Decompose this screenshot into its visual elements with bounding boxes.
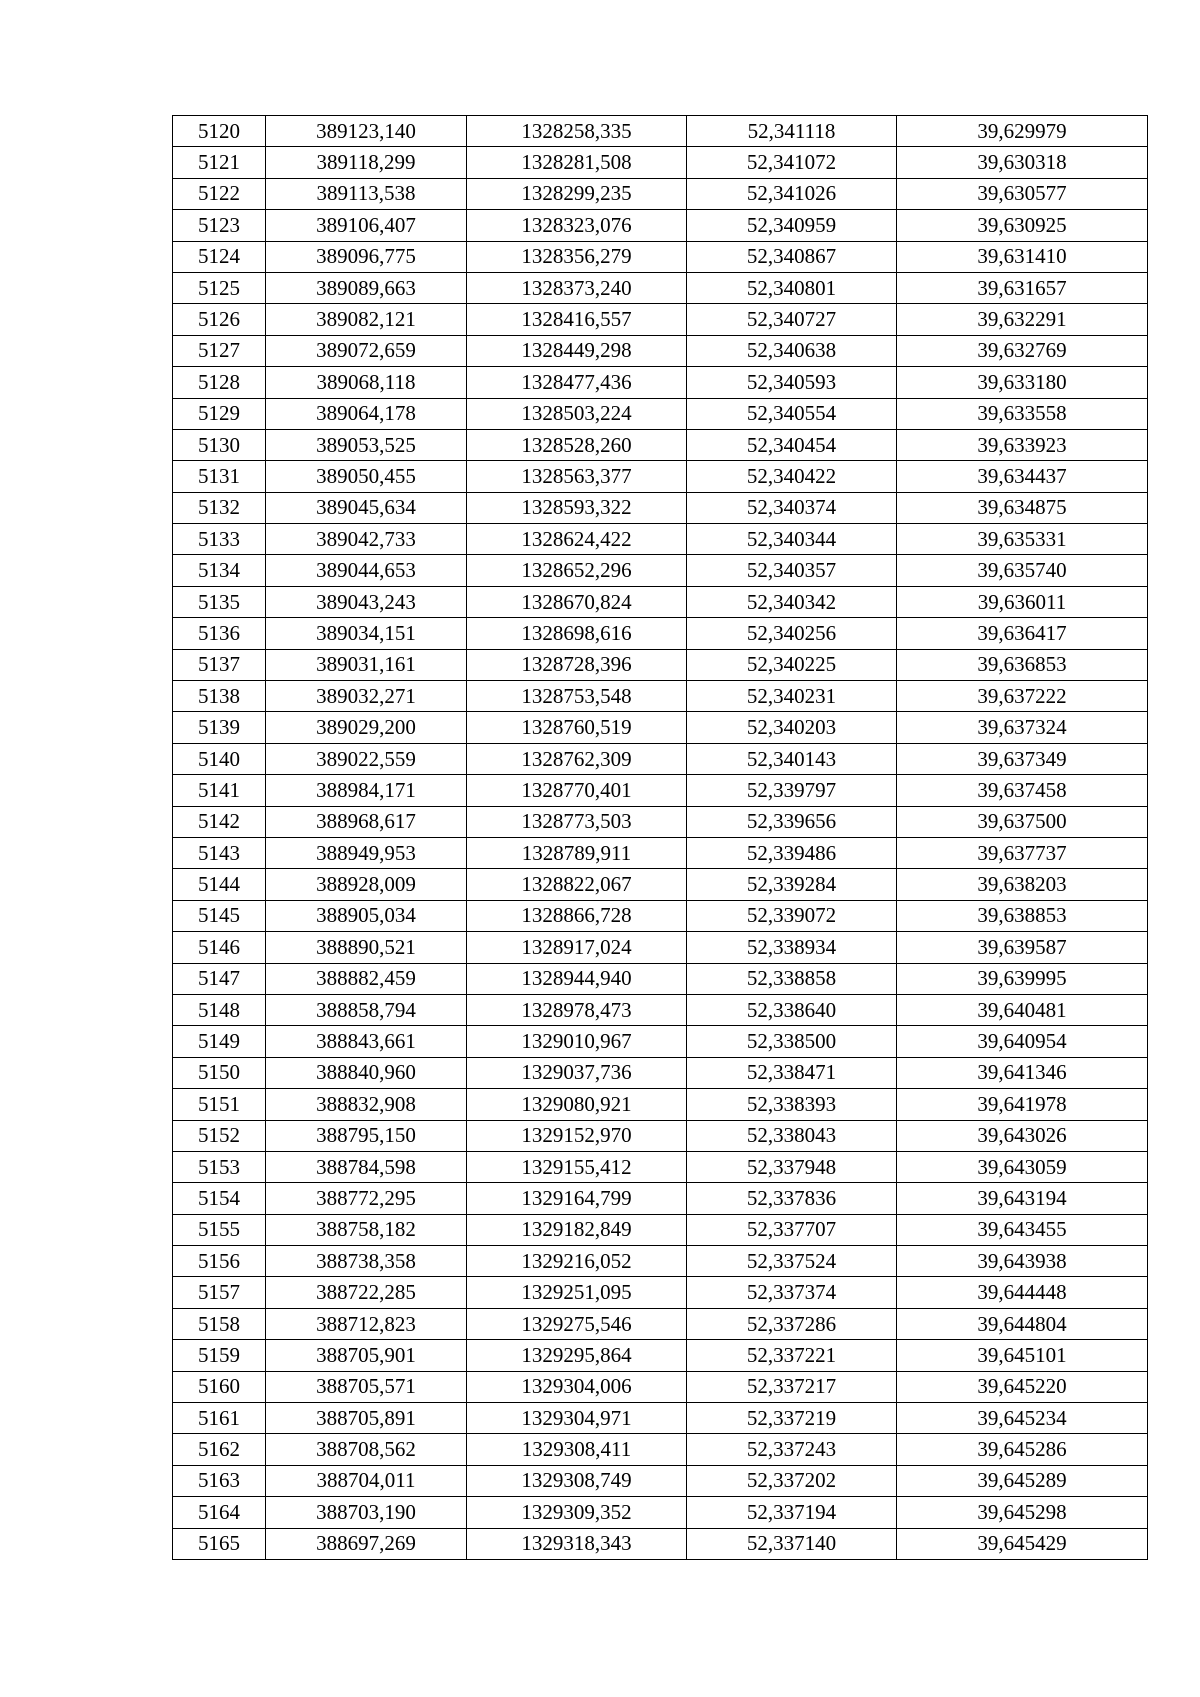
longitude-cell: 39,643194	[897, 1183, 1148, 1214]
coordinates-table-body	[173, 116, 1148, 1560]
longitude-cell: 39,643059	[897, 1151, 1148, 1182]
longitude-cell: 39,635331	[897, 524, 1148, 555]
longitude-cell: 39,643938	[897, 1246, 1148, 1277]
point-number-cell: 5149	[173, 1026, 266, 1057]
longitude-cell: 39,640954	[897, 1026, 1148, 1057]
longitude-cell: 39,633180	[897, 367, 1148, 398]
y-coordinate-cell: 1329080,921	[467, 1089, 687, 1120]
latitude-cell: 52,337219	[687, 1403, 897, 1434]
table-row	[173, 649, 1148, 680]
x-coordinate-cell: 388882,459	[266, 963, 467, 994]
y-coordinate-cell: 1329182,849	[467, 1214, 687, 1245]
table-row	[173, 994, 1148, 1025]
table-row	[173, 461, 1148, 492]
table-row	[173, 806, 1148, 837]
y-coordinate-cell: 1328416,557	[467, 304, 687, 335]
y-coordinate-cell: 1328356,279	[467, 241, 687, 272]
latitude-cell: 52,340256	[687, 618, 897, 649]
longitude-cell: 39,637500	[897, 806, 1148, 837]
table-row	[173, 869, 1148, 900]
point-number-cell: 5143	[173, 837, 266, 868]
table-row	[173, 1120, 1148, 1151]
point-number-cell: 5131	[173, 461, 266, 492]
x-coordinate-cell: 388772,295	[266, 1183, 467, 1214]
latitude-cell: 52,338500	[687, 1026, 897, 1057]
x-coordinate-cell: 389096,775	[266, 241, 467, 272]
x-coordinate-cell: 388705,891	[266, 1403, 467, 1434]
x-coordinate-cell: 389068,118	[266, 367, 467, 398]
point-number-cell: 5128	[173, 367, 266, 398]
longitude-cell: 39,639995	[897, 963, 1148, 994]
latitude-cell: 52,341026	[687, 178, 897, 209]
y-coordinate-cell: 1328299,235	[467, 178, 687, 209]
x-coordinate-cell: 388832,908	[266, 1089, 467, 1120]
longitude-cell: 39,641346	[897, 1057, 1148, 1088]
latitude-cell: 52,337374	[687, 1277, 897, 1308]
y-coordinate-cell: 1329304,971	[467, 1403, 687, 1434]
y-coordinate-cell: 1329295,864	[467, 1340, 687, 1371]
x-coordinate-cell: 389022,559	[266, 743, 467, 774]
longitude-cell: 39,645298	[897, 1497, 1148, 1528]
latitude-cell: 52,340225	[687, 649, 897, 680]
longitude-cell: 39,630925	[897, 210, 1148, 241]
point-number-cell: 5120	[173, 116, 266, 147]
table-row	[173, 1246, 1148, 1277]
x-coordinate-cell: 389082,121	[266, 304, 467, 335]
longitude-cell: 39,644804	[897, 1308, 1148, 1339]
latitude-cell: 52,341118	[687, 116, 897, 147]
y-coordinate-cell: 1328323,076	[467, 210, 687, 241]
latitude-cell: 52,337948	[687, 1151, 897, 1182]
y-coordinate-cell: 1329275,546	[467, 1308, 687, 1339]
point-number-cell: 5136	[173, 618, 266, 649]
point-number-cell: 5153	[173, 1151, 266, 1182]
longitude-cell: 39,645101	[897, 1340, 1148, 1371]
table-row	[173, 304, 1148, 335]
point-number-cell: 5151	[173, 1089, 266, 1120]
coordinates-table	[172, 115, 1148, 1560]
x-coordinate-cell: 388703,190	[266, 1497, 467, 1528]
x-coordinate-cell: 389053,525	[266, 429, 467, 460]
x-coordinate-cell: 389118,299	[266, 147, 467, 178]
point-number-cell: 5155	[173, 1214, 266, 1245]
y-coordinate-cell: 1328503,224	[467, 398, 687, 429]
point-number-cell: 5127	[173, 335, 266, 366]
latitude-cell: 52,338471	[687, 1057, 897, 1088]
longitude-cell: 39,630318	[897, 147, 1148, 178]
y-coordinate-cell: 1329216,052	[467, 1246, 687, 1277]
latitude-cell: 52,337243	[687, 1434, 897, 1465]
table-row	[173, 681, 1148, 712]
y-coordinate-cell: 1329304,006	[467, 1371, 687, 1402]
x-coordinate-cell: 388984,171	[266, 775, 467, 806]
x-coordinate-cell: 389064,178	[266, 398, 467, 429]
y-coordinate-cell: 1328593,322	[467, 492, 687, 523]
latitude-cell: 52,340554	[687, 398, 897, 429]
x-coordinate-cell: 389031,161	[266, 649, 467, 680]
x-coordinate-cell: 388708,562	[266, 1434, 467, 1465]
table-row	[173, 1089, 1148, 1120]
y-coordinate-cell: 1328762,309	[467, 743, 687, 774]
y-coordinate-cell: 1328670,824	[467, 586, 687, 617]
latitude-cell: 52,340454	[687, 429, 897, 460]
table-row	[173, 1465, 1148, 1496]
y-coordinate-cell: 1328528,260	[467, 429, 687, 460]
table-row	[173, 712, 1148, 743]
x-coordinate-cell: 389042,733	[266, 524, 467, 555]
latitude-cell: 52,339797	[687, 775, 897, 806]
latitude-cell: 52,337707	[687, 1214, 897, 1245]
point-number-cell: 5140	[173, 743, 266, 774]
x-coordinate-cell: 389044,653	[266, 555, 467, 586]
longitude-cell: 39,633923	[897, 429, 1148, 460]
y-coordinate-cell: 1329308,411	[467, 1434, 687, 1465]
longitude-cell: 39,641978	[897, 1089, 1148, 1120]
point-number-cell: 5124	[173, 241, 266, 272]
x-coordinate-cell: 388722,285	[266, 1277, 467, 1308]
table-row	[173, 775, 1148, 806]
y-coordinate-cell: 1328281,508	[467, 147, 687, 178]
latitude-cell: 52,340593	[687, 367, 897, 398]
point-number-cell: 5164	[173, 1497, 266, 1528]
latitude-cell: 52,340422	[687, 461, 897, 492]
latitude-cell: 52,340867	[687, 241, 897, 272]
y-coordinate-cell: 1329309,352	[467, 1497, 687, 1528]
point-number-cell: 5121	[173, 147, 266, 178]
x-coordinate-cell: 389043,243	[266, 586, 467, 617]
point-number-cell: 5150	[173, 1057, 266, 1088]
latitude-cell: 52,337524	[687, 1246, 897, 1277]
point-number-cell: 5161	[173, 1403, 266, 1434]
table-row	[173, 1371, 1148, 1402]
x-coordinate-cell: 389113,538	[266, 178, 467, 209]
y-coordinate-cell: 1329318,343	[467, 1528, 687, 1559]
x-coordinate-cell: 389072,659	[266, 335, 467, 366]
point-number-cell: 5139	[173, 712, 266, 743]
point-number-cell: 5158	[173, 1308, 266, 1339]
y-coordinate-cell: 1328449,298	[467, 335, 687, 366]
x-coordinate-cell: 388704,011	[266, 1465, 467, 1496]
latitude-cell: 52,340801	[687, 272, 897, 303]
table-row	[173, 1340, 1148, 1371]
longitude-cell: 39,634437	[897, 461, 1148, 492]
latitude-cell: 52,340342	[687, 586, 897, 617]
longitude-cell: 39,637349	[897, 743, 1148, 774]
table-row	[173, 524, 1148, 555]
y-coordinate-cell: 1328728,396	[467, 649, 687, 680]
longitude-cell: 39,636011	[897, 586, 1148, 617]
longitude-cell: 39,637737	[897, 837, 1148, 868]
y-coordinate-cell: 1328866,728	[467, 900, 687, 931]
longitude-cell: 39,643026	[897, 1120, 1148, 1151]
y-coordinate-cell: 1328373,240	[467, 272, 687, 303]
latitude-cell: 52,337836	[687, 1183, 897, 1214]
longitude-cell: 39,633558	[897, 398, 1148, 429]
latitude-cell: 52,338858	[687, 963, 897, 994]
table-row	[173, 1183, 1148, 1214]
x-coordinate-cell: 389050,455	[266, 461, 467, 492]
point-number-cell: 5133	[173, 524, 266, 555]
point-number-cell: 5159	[173, 1340, 266, 1371]
x-coordinate-cell: 389045,634	[266, 492, 467, 523]
latitude-cell: 52,340344	[687, 524, 897, 555]
latitude-cell: 52,337217	[687, 1371, 897, 1402]
x-coordinate-cell: 388705,571	[266, 1371, 467, 1402]
y-coordinate-cell: 1328624,422	[467, 524, 687, 555]
x-coordinate-cell: 388949,953	[266, 837, 467, 868]
latitude-cell: 52,337202	[687, 1465, 897, 1496]
x-coordinate-cell: 388758,182	[266, 1214, 467, 1245]
table-row	[173, 1151, 1148, 1182]
longitude-cell: 39,634875	[897, 492, 1148, 523]
table-row	[173, 1497, 1148, 1528]
y-coordinate-cell: 1328944,940	[467, 963, 687, 994]
point-number-cell: 5138	[173, 681, 266, 712]
y-coordinate-cell: 1328477,436	[467, 367, 687, 398]
point-number-cell: 5132	[173, 492, 266, 523]
table-row	[173, 555, 1148, 586]
y-coordinate-cell: 1328258,335	[467, 116, 687, 147]
x-coordinate-cell: 388705,901	[266, 1340, 467, 1371]
table-row	[173, 1434, 1148, 1465]
table-row	[173, 1528, 1148, 1559]
point-number-cell: 5146	[173, 932, 266, 963]
table-row	[173, 932, 1148, 963]
table-row	[173, 1308, 1148, 1339]
table-row	[173, 398, 1148, 429]
x-coordinate-cell: 388843,661	[266, 1026, 467, 1057]
latitude-cell: 52,340143	[687, 743, 897, 774]
latitude-cell: 52,337194	[687, 1497, 897, 1528]
x-coordinate-cell: 388784,598	[266, 1151, 467, 1182]
y-coordinate-cell: 1329152,970	[467, 1120, 687, 1151]
point-number-cell: 5122	[173, 178, 266, 209]
latitude-cell: 52,338640	[687, 994, 897, 1025]
longitude-cell: 39,645220	[897, 1371, 1148, 1402]
point-number-cell: 5157	[173, 1277, 266, 1308]
longitude-cell: 39,644448	[897, 1277, 1148, 1308]
point-number-cell: 5152	[173, 1120, 266, 1151]
point-number-cell: 5125	[173, 272, 266, 303]
longitude-cell: 39,637222	[897, 681, 1148, 712]
longitude-cell: 39,645429	[897, 1528, 1148, 1559]
point-number-cell: 5154	[173, 1183, 266, 1214]
longitude-cell: 39,638203	[897, 869, 1148, 900]
x-coordinate-cell: 388890,521	[266, 932, 467, 963]
longitude-cell: 39,630577	[897, 178, 1148, 209]
y-coordinate-cell: 1328753,548	[467, 681, 687, 712]
table-row	[173, 618, 1148, 649]
x-coordinate-cell: 389029,200	[266, 712, 467, 743]
longitude-cell: 39,638853	[897, 900, 1148, 931]
y-coordinate-cell: 1328789,911	[467, 837, 687, 868]
table-row	[173, 367, 1148, 398]
table-row	[173, 210, 1148, 241]
x-coordinate-cell: 389034,151	[266, 618, 467, 649]
point-number-cell: 5134	[173, 555, 266, 586]
x-coordinate-cell: 388795,150	[266, 1120, 467, 1151]
latitude-cell: 52,337140	[687, 1528, 897, 1559]
table-row	[173, 1057, 1148, 1088]
latitude-cell: 52,339284	[687, 869, 897, 900]
point-number-cell: 5148	[173, 994, 266, 1025]
x-coordinate-cell: 388697,269	[266, 1528, 467, 1559]
latitude-cell: 52,340959	[687, 210, 897, 241]
point-number-cell: 5160	[173, 1371, 266, 1402]
y-coordinate-cell: 1329164,799	[467, 1183, 687, 1214]
longitude-cell: 39,636853	[897, 649, 1148, 680]
latitude-cell: 52,340638	[687, 335, 897, 366]
latitude-cell: 52,341072	[687, 147, 897, 178]
y-coordinate-cell: 1328978,473	[467, 994, 687, 1025]
y-coordinate-cell: 1329010,967	[467, 1026, 687, 1057]
x-coordinate-cell: 389089,663	[266, 272, 467, 303]
y-coordinate-cell: 1329037,736	[467, 1057, 687, 1088]
longitude-cell: 39,637324	[897, 712, 1148, 743]
latitude-cell: 52,340203	[687, 712, 897, 743]
longitude-cell: 39,645286	[897, 1434, 1148, 1465]
latitude-cell: 52,338934	[687, 932, 897, 963]
x-coordinate-cell: 388712,823	[266, 1308, 467, 1339]
latitude-cell: 52,339072	[687, 900, 897, 931]
point-number-cell: 5130	[173, 429, 266, 460]
table-row	[173, 178, 1148, 209]
table-row	[173, 492, 1148, 523]
x-coordinate-cell: 388968,617	[266, 806, 467, 837]
x-coordinate-cell: 388905,034	[266, 900, 467, 931]
x-coordinate-cell: 389106,407	[266, 210, 467, 241]
point-number-cell: 5141	[173, 775, 266, 806]
longitude-cell: 39,645234	[897, 1403, 1148, 1434]
table-row	[173, 116, 1148, 147]
y-coordinate-cell: 1328652,296	[467, 555, 687, 586]
latitude-cell: 52,339656	[687, 806, 897, 837]
x-coordinate-cell: 389032,271	[266, 681, 467, 712]
point-number-cell: 5147	[173, 963, 266, 994]
latitude-cell: 52,338043	[687, 1120, 897, 1151]
latitude-cell: 52,338393	[687, 1089, 897, 1120]
point-number-cell: 5142	[173, 806, 266, 837]
point-number-cell: 5129	[173, 398, 266, 429]
point-number-cell: 5137	[173, 649, 266, 680]
y-coordinate-cell: 1329308,749	[467, 1465, 687, 1496]
x-coordinate-cell: 388928,009	[266, 869, 467, 900]
point-number-cell: 5126	[173, 304, 266, 335]
table-row	[173, 900, 1148, 931]
point-number-cell: 5123	[173, 210, 266, 241]
table-row	[173, 1214, 1148, 1245]
longitude-cell: 39,631410	[897, 241, 1148, 272]
y-coordinate-cell: 1328698,616	[467, 618, 687, 649]
latitude-cell: 52,339486	[687, 837, 897, 868]
y-coordinate-cell: 1329251,095	[467, 1277, 687, 1308]
latitude-cell: 52,337286	[687, 1308, 897, 1339]
table-row	[173, 147, 1148, 178]
table-row	[173, 963, 1148, 994]
latitude-cell: 52,337221	[687, 1340, 897, 1371]
table-row	[173, 335, 1148, 366]
longitude-cell: 39,639587	[897, 932, 1148, 963]
longitude-cell: 39,637458	[897, 775, 1148, 806]
table-row	[173, 241, 1148, 272]
longitude-cell: 39,629979	[897, 116, 1148, 147]
point-number-cell: 5162	[173, 1434, 266, 1465]
longitude-cell: 39,643455	[897, 1214, 1148, 1245]
y-coordinate-cell: 1328917,024	[467, 932, 687, 963]
x-coordinate-cell: 388738,358	[266, 1246, 467, 1277]
longitude-cell: 39,631657	[897, 272, 1148, 303]
longitude-cell: 39,636417	[897, 618, 1148, 649]
y-coordinate-cell: 1328760,519	[467, 712, 687, 743]
latitude-cell: 52,340374	[687, 492, 897, 523]
point-number-cell: 5156	[173, 1246, 266, 1277]
x-coordinate-cell: 388858,794	[266, 994, 467, 1025]
y-coordinate-cell: 1328773,503	[467, 806, 687, 837]
y-coordinate-cell: 1328822,067	[467, 869, 687, 900]
point-number-cell: 5144	[173, 869, 266, 900]
latitude-cell: 52,340727	[687, 304, 897, 335]
longitude-cell: 39,632769	[897, 335, 1148, 366]
x-coordinate-cell: 388840,960	[266, 1057, 467, 1088]
y-coordinate-cell: 1328770,401	[467, 775, 687, 806]
longitude-cell: 39,645289	[897, 1465, 1148, 1496]
point-number-cell: 5145	[173, 900, 266, 931]
point-number-cell: 5135	[173, 586, 266, 617]
table-row	[173, 429, 1148, 460]
longitude-cell: 39,635740	[897, 555, 1148, 586]
latitude-cell: 52,340231	[687, 681, 897, 712]
table-row	[173, 1026, 1148, 1057]
y-coordinate-cell: 1328563,377	[467, 461, 687, 492]
longitude-cell: 39,640481	[897, 994, 1148, 1025]
table-row	[173, 1403, 1148, 1434]
x-coordinate-cell: 389123,140	[266, 116, 467, 147]
table-row	[173, 837, 1148, 868]
table-row	[173, 1277, 1148, 1308]
point-number-cell: 5163	[173, 1465, 266, 1496]
point-number-cell: 5165	[173, 1528, 266, 1559]
table-row	[173, 586, 1148, 617]
y-coordinate-cell: 1329155,412	[467, 1151, 687, 1182]
table-row	[173, 743, 1148, 774]
longitude-cell: 39,632291	[897, 304, 1148, 335]
latitude-cell: 52,340357	[687, 555, 897, 586]
table-row	[173, 272, 1148, 303]
